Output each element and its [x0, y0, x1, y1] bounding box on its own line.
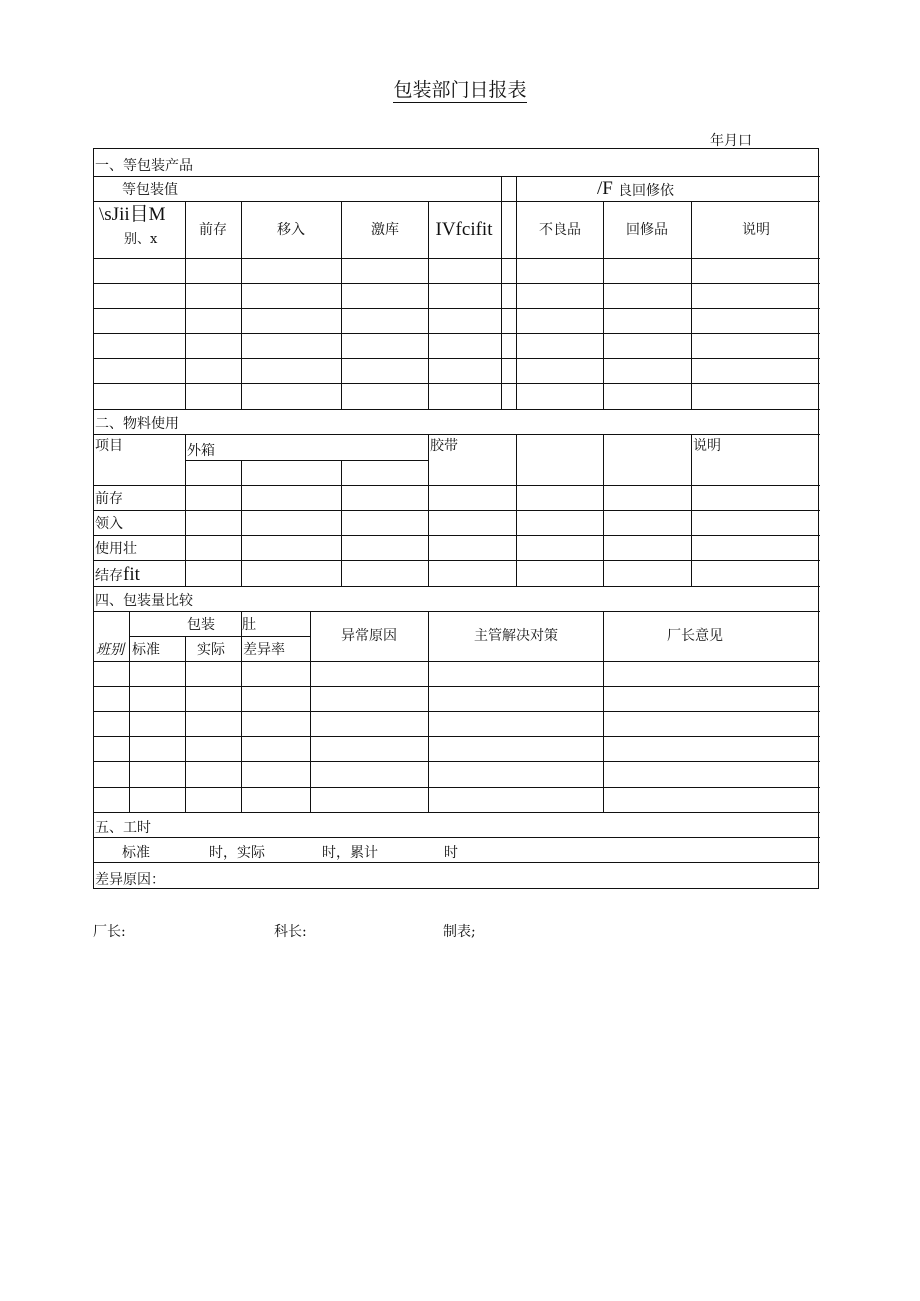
rule: [501, 176, 502, 409]
rule: [94, 736, 820, 737]
rule: [691, 434, 692, 586]
corner-header-bottom: 别、x: [124, 232, 158, 247]
rule: [603, 611, 604, 812]
material-row-label: 结存fit: [95, 564, 140, 585]
rule: [516, 176, 517, 409]
rule: [94, 409, 820, 410]
rule: [341, 201, 342, 409]
class-label: 班别: [96, 642, 124, 658]
rule: [94, 586, 820, 587]
section-chief-label: 科长:: [274, 924, 307, 940]
rule: [428, 201, 429, 409]
section1-heading: 一、等包装产品: [95, 158, 193, 174]
rule: [94, 176, 820, 177]
rule: [185, 636, 186, 812]
rule: [94, 862, 820, 863]
group-right-mark: /F: [597, 178, 613, 199]
rule: [241, 611, 242, 812]
rule: [94, 661, 820, 662]
rule: [603, 201, 604, 409]
rule: [94, 611, 820, 612]
rule: [310, 611, 311, 812]
rule: [94, 761, 820, 762]
report-table: [93, 148, 819, 889]
rule: [185, 460, 428, 461]
prepared-by-label: 制表;: [443, 924, 476, 940]
solution-column-label: 主管解决对策: [474, 628, 558, 644]
sub-diff-label: 差异率: [243, 642, 285, 658]
hours-standard-label: 标准: [122, 845, 150, 861]
col-header: IVfcifit: [435, 219, 493, 240]
hours-total-label: 时，累计: [322, 845, 378, 861]
rule: [185, 201, 186, 409]
rule: [94, 837, 820, 838]
rule: [94, 283, 820, 284]
rule: [185, 434, 186, 586]
section4-heading: 四、包装量比较: [95, 593, 193, 609]
quantity-group-label: 肚: [242, 617, 256, 633]
hours-end-label: 时: [444, 845, 458, 861]
material-row-label: 使用壮: [95, 541, 137, 557]
page-title: 包装部门日报表: [393, 79, 527, 101]
hours-actual-label: 时，实际: [209, 845, 265, 861]
opinion-column-label: 厂长意见: [667, 628, 723, 644]
rule: [94, 787, 820, 788]
group-right-label: 良回修依: [618, 183, 674, 199]
material-row-label: 领入: [95, 516, 123, 532]
rule: [94, 258, 820, 259]
rule: [94, 686, 820, 687]
rule: [241, 460, 242, 586]
sub-actual-label: 实际: [197, 642, 225, 658]
col-header: 回修品: [626, 222, 668, 238]
rule: [241, 201, 242, 409]
factory-manager-label: 厂长:: [93, 924, 126, 940]
material-row-label: 前存: [95, 491, 123, 507]
rule: [94, 711, 820, 712]
col-header: 激库: [371, 222, 399, 238]
tape-column-label: 胶带: [430, 438, 458, 454]
col-header: 前存: [199, 222, 227, 238]
col-header: 移入: [277, 222, 305, 238]
rule: [341, 460, 342, 586]
rule: [94, 434, 820, 435]
item-label: 项目: [95, 438, 123, 454]
rule: [94, 201, 820, 202]
rule: [129, 636, 310, 637]
rule: [94, 308, 820, 309]
reason-column-label: 异常原因: [341, 628, 397, 644]
section5-heading: 五、工时: [95, 820, 151, 836]
date-label: 年月口: [710, 133, 752, 149]
note-column-label: 说明: [693, 438, 721, 454]
col-header: 说明: [742, 222, 770, 238]
rule: [603, 434, 604, 586]
rule: [94, 812, 820, 813]
rule: [94, 358, 820, 359]
rule: [129, 611, 130, 812]
rule: [94, 485, 820, 486]
col-header: 不良品: [539, 222, 581, 238]
rule: [94, 535, 820, 536]
rule: [516, 434, 517, 586]
rule: [94, 560, 820, 561]
section2-heading: 二、物料使用: [95, 416, 179, 432]
rule: [94, 383, 820, 384]
corner-header-top: \sJii目M: [99, 204, 166, 225]
sub-standard-label: 标准: [132, 642, 160, 658]
rule: [428, 611, 429, 812]
rule: [94, 510, 820, 511]
packing-group-label: 包装: [187, 617, 215, 633]
rule: [428, 434, 429, 586]
rule: [94, 333, 820, 334]
box-column-label: 外箱: [187, 443, 215, 459]
group-left-label: 等包装值: [122, 182, 178, 198]
diff-reason-label: 差异原因：: [95, 872, 165, 888]
rule: [691, 201, 692, 409]
